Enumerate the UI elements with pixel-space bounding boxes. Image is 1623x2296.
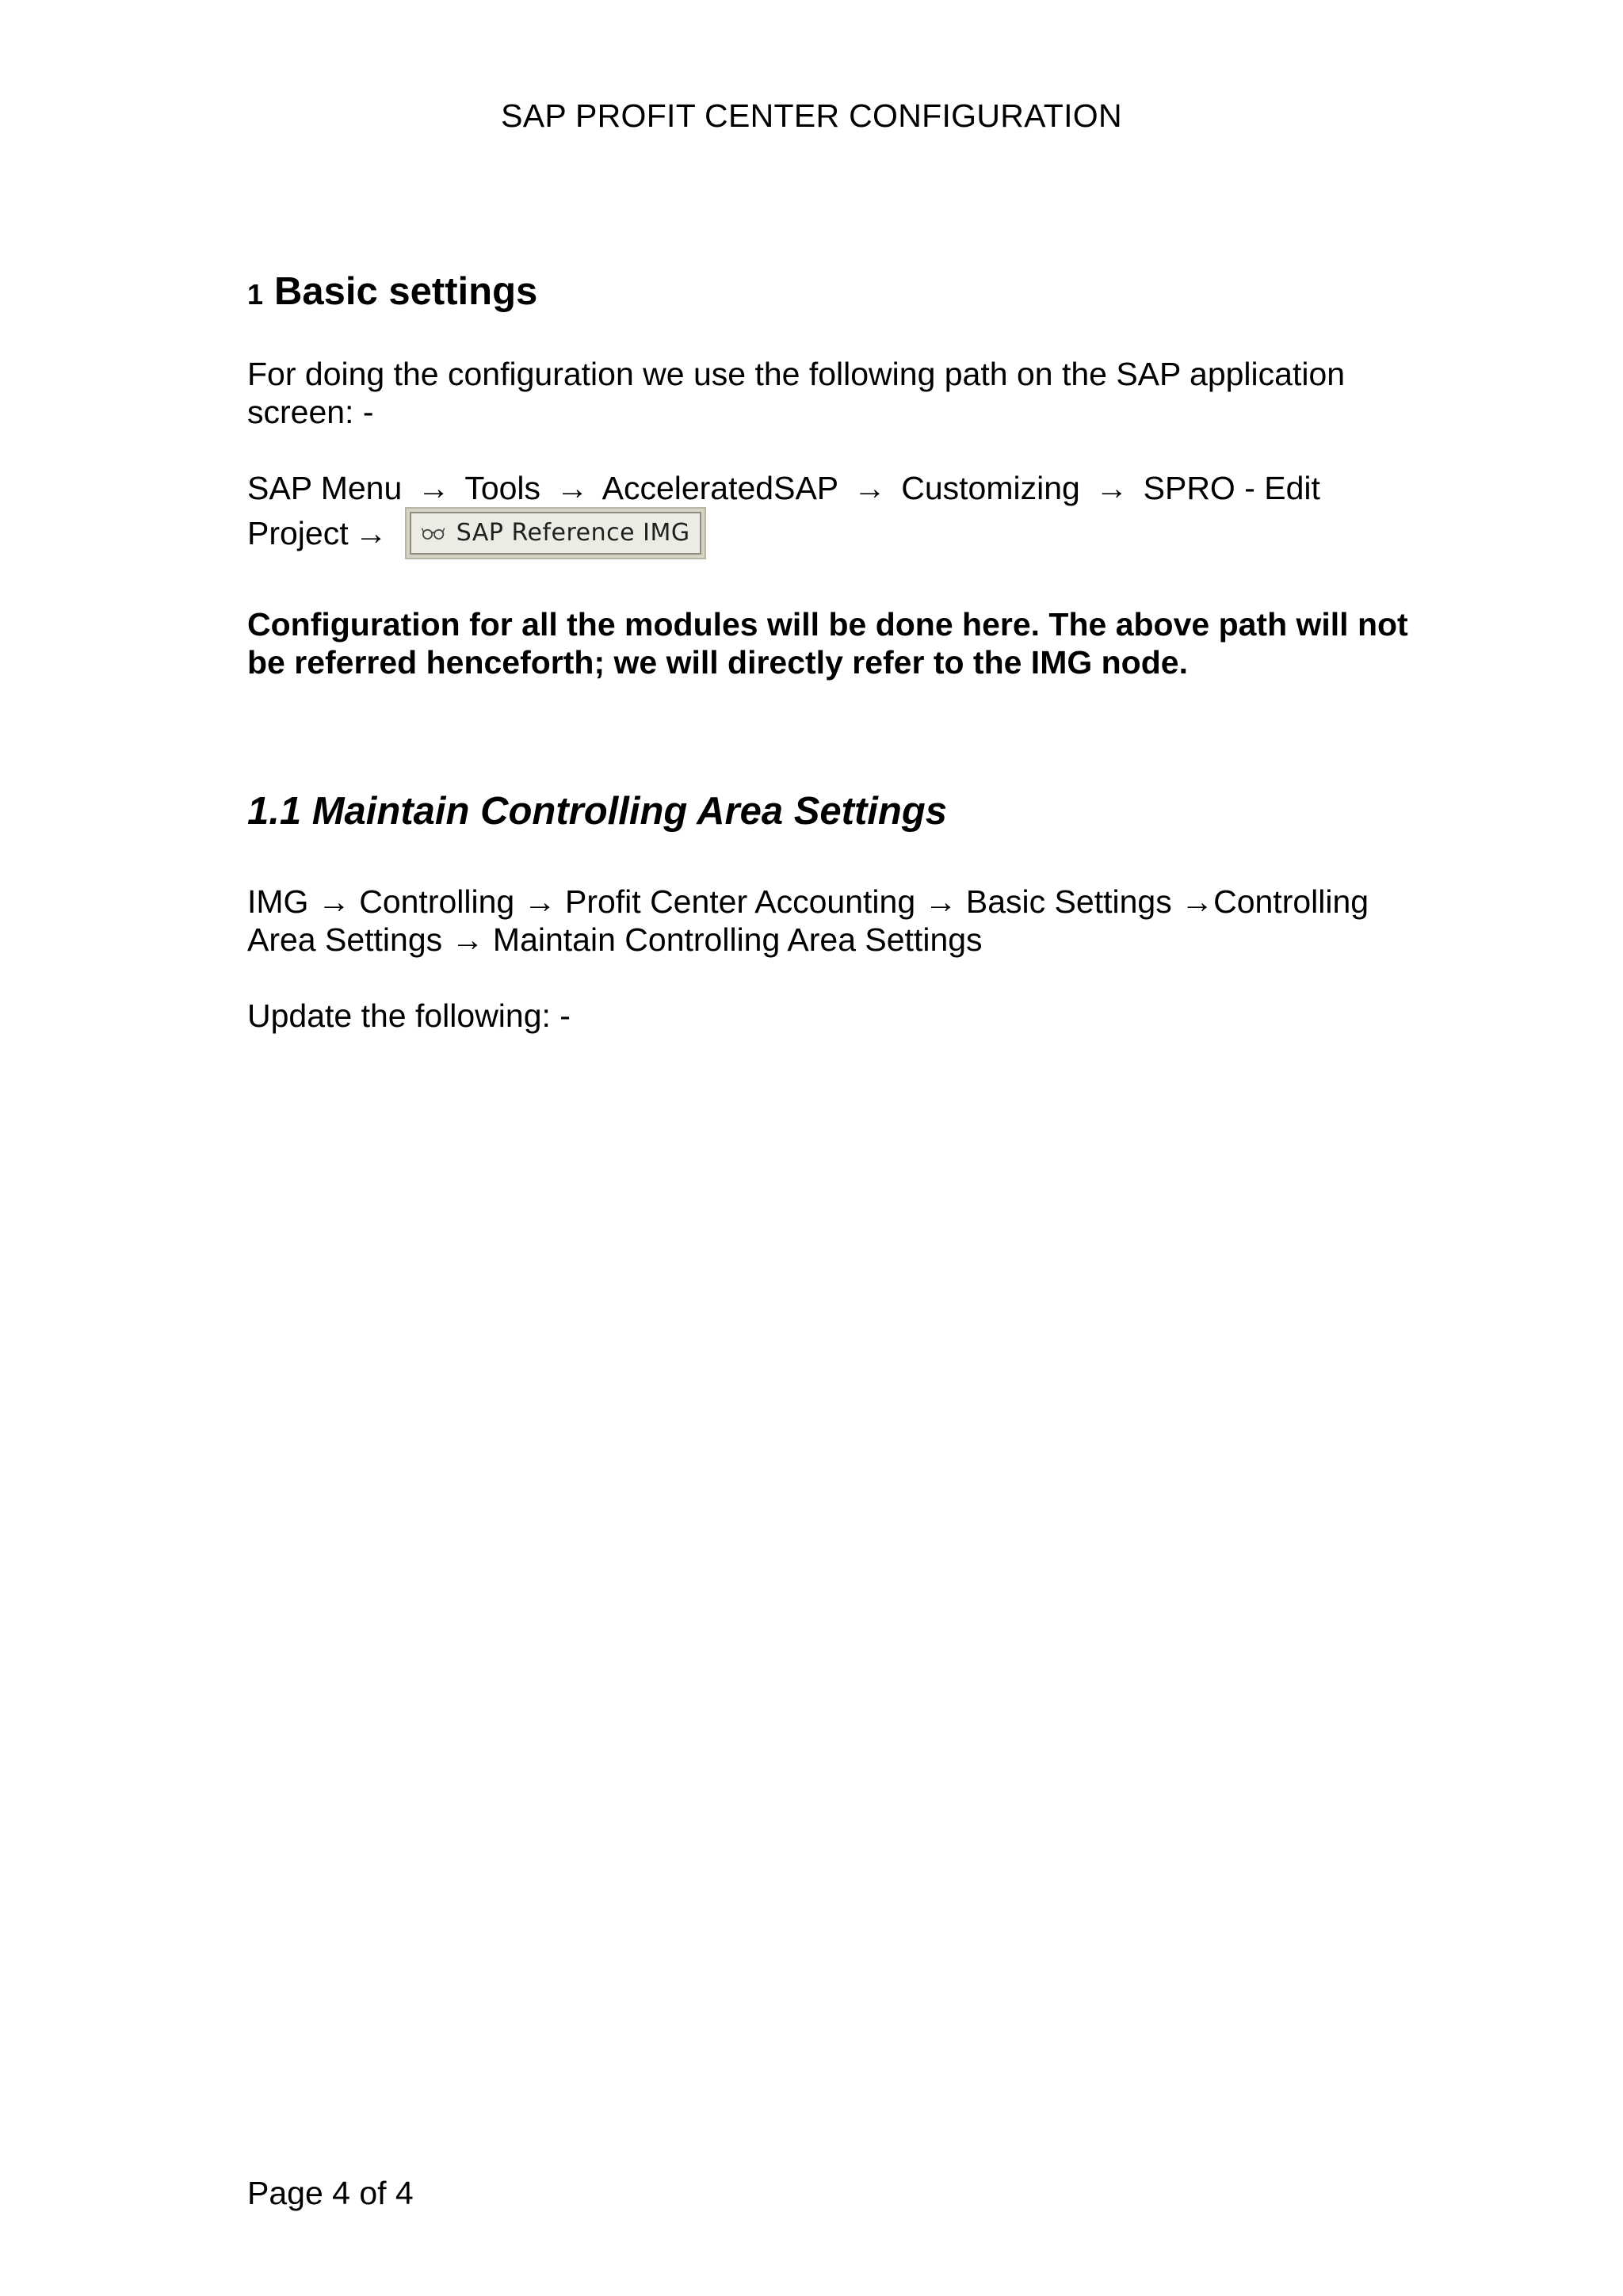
subsection-title: 1.1 Maintain Controlling Area Settings xyxy=(247,790,948,833)
menu-step: Project xyxy=(247,515,349,551)
page-header: SAP PROFIT CENTER CONFIGURATION xyxy=(501,97,1122,134)
menu-step: SAP Menu xyxy=(247,470,403,506)
section-number: 1 xyxy=(247,278,264,311)
intro-paragraph: For doing the configuration we use the following path on the SAP application screen: - xyxy=(247,356,1346,430)
menu-step: AcceleratedSAP xyxy=(601,470,838,506)
arrow-icon: → xyxy=(354,515,388,551)
section-heading xyxy=(247,269,537,314)
arrow-icon: → xyxy=(417,470,450,506)
glasses-icon xyxy=(421,521,445,545)
menu-step: Customizing xyxy=(901,470,1080,506)
update-instruction: Update the following: - xyxy=(247,997,571,1034)
arrow-icon: → xyxy=(556,470,589,506)
section-title: Basic settings xyxy=(274,270,538,313)
arrow-icon: → xyxy=(1095,470,1128,506)
menu-step: SPRO - Edit xyxy=(1143,470,1320,506)
img-path-paragraph: IMG → Controlling → Profit Center Accounting → Basic Settings →Controlling Area Settings → Maintain Controlling Area Settings xyxy=(247,883,1369,958)
sap-reference-img-label: SAP Reference IMG xyxy=(456,519,690,547)
arrow-icon: → xyxy=(853,470,886,506)
page-number: Page 4 of 4 xyxy=(247,2175,414,2211)
menu-path-line1 xyxy=(247,469,1320,507)
menu-path-line2 xyxy=(247,507,706,559)
sap-reference-img-button[interactable] xyxy=(405,507,706,559)
config-note: Configuration for all the modules will be done here. The above path will not be referred henceforth; we will directly refer to the IMG node. xyxy=(247,606,1408,681)
sap-reference-img-button-face[interactable] xyxy=(410,512,701,555)
menu-step: Tools xyxy=(464,470,541,506)
